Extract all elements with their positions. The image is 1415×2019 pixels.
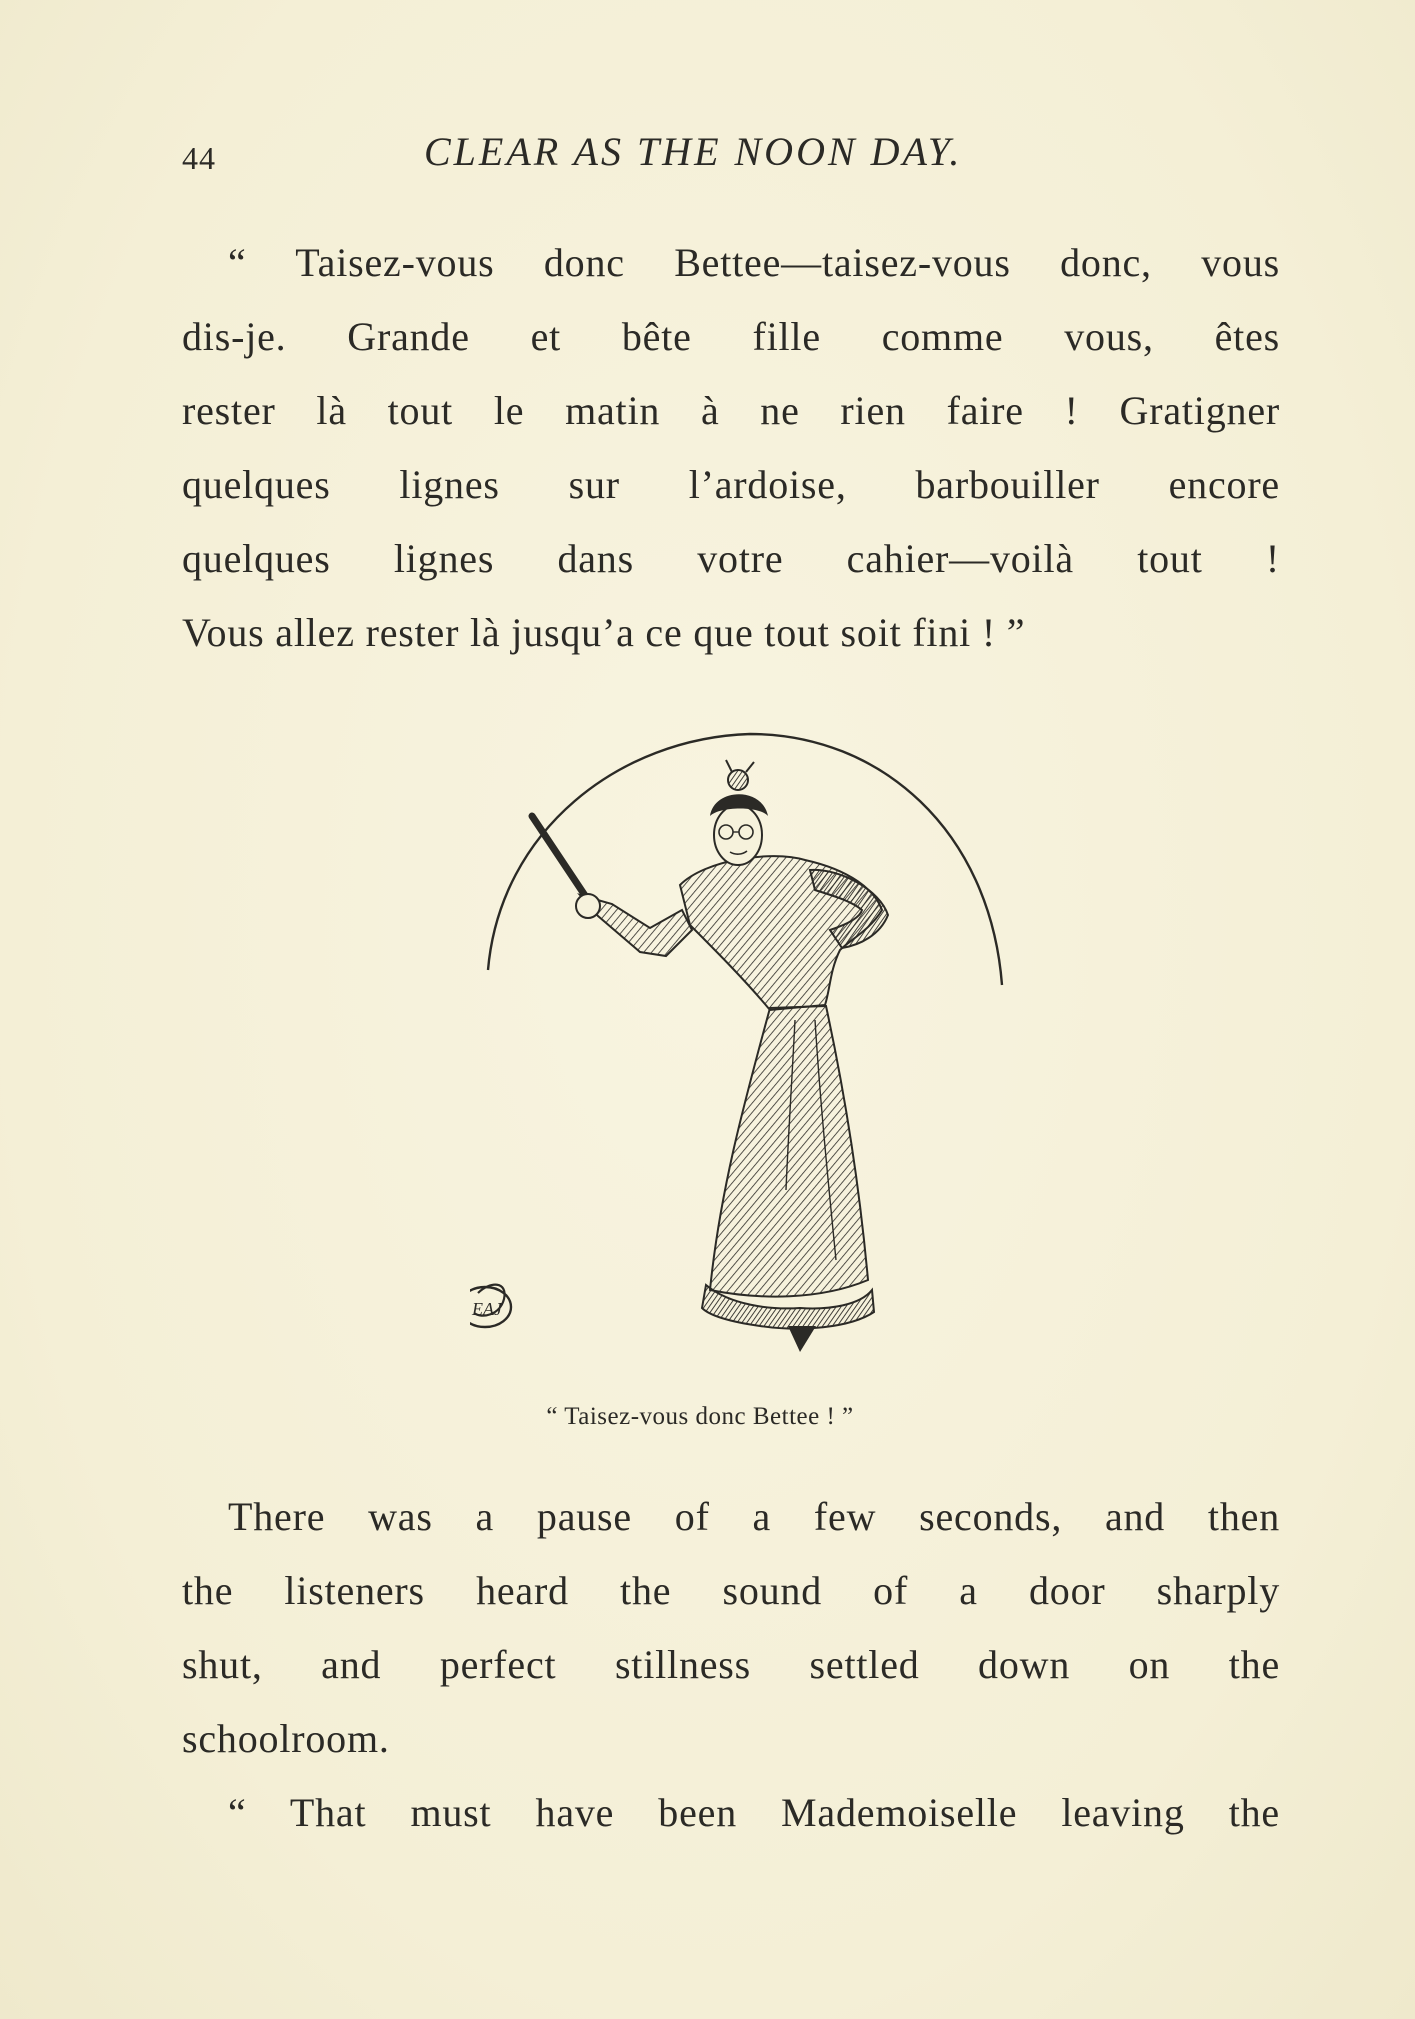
text-line: rester là tout le matin à ne rien faire ! Gratigner bbox=[182, 388, 1280, 433]
monogram-eaj bbox=[470, 1285, 511, 1327]
illustration-caption: “ Taisez-vous donc Bettee ! ” bbox=[546, 1403, 854, 1430]
skirt bbox=[710, 1006, 868, 1297]
page-number: 44 bbox=[182, 140, 216, 176]
text-line: shut, and perfect stillness settled down on the bbox=[182, 1642, 1280, 1687]
illustration-governess bbox=[470, 720, 1030, 1380]
text-line: the listeners heard the sound of a door sharply bbox=[182, 1568, 1280, 1613]
head bbox=[714, 805, 762, 865]
text-line: quelques lignes dans votre cahier—voilà tout ! bbox=[182, 536, 1280, 581]
text-line: There was a pause of a few seconds, and then bbox=[228, 1494, 1280, 1539]
paragraph-continuation bbox=[182, 1776, 1280, 1850]
pointer-stick bbox=[532, 816, 592, 906]
text-line: Vous allez rester là jusqu’a ce que tout soit fini ! ” bbox=[182, 610, 1026, 655]
text-line: “ Taisez-vous donc Bettee—taisez-vous donc, vous bbox=[228, 240, 1280, 285]
svg-text:EAJ: EAJ bbox=[472, 1299, 502, 1319]
text-line: quelques lignes sur l’ardoise, barbouiller encore bbox=[182, 462, 1280, 507]
running-title: CLEAR AS THE NOON DAY. bbox=[424, 129, 963, 174]
text-line: dis-je. Grande et bête fille comme vous, êtes bbox=[182, 314, 1280, 359]
page-header bbox=[180, 128, 1275, 178]
text-line: schoolroom. bbox=[182, 1716, 390, 1761]
paragraph-narrative bbox=[182, 1480, 1280, 1776]
text-line: “ That must have been Mademoiselle leaving the bbox=[228, 1790, 1280, 1835]
paragraph-french-quote bbox=[182, 226, 1280, 670]
